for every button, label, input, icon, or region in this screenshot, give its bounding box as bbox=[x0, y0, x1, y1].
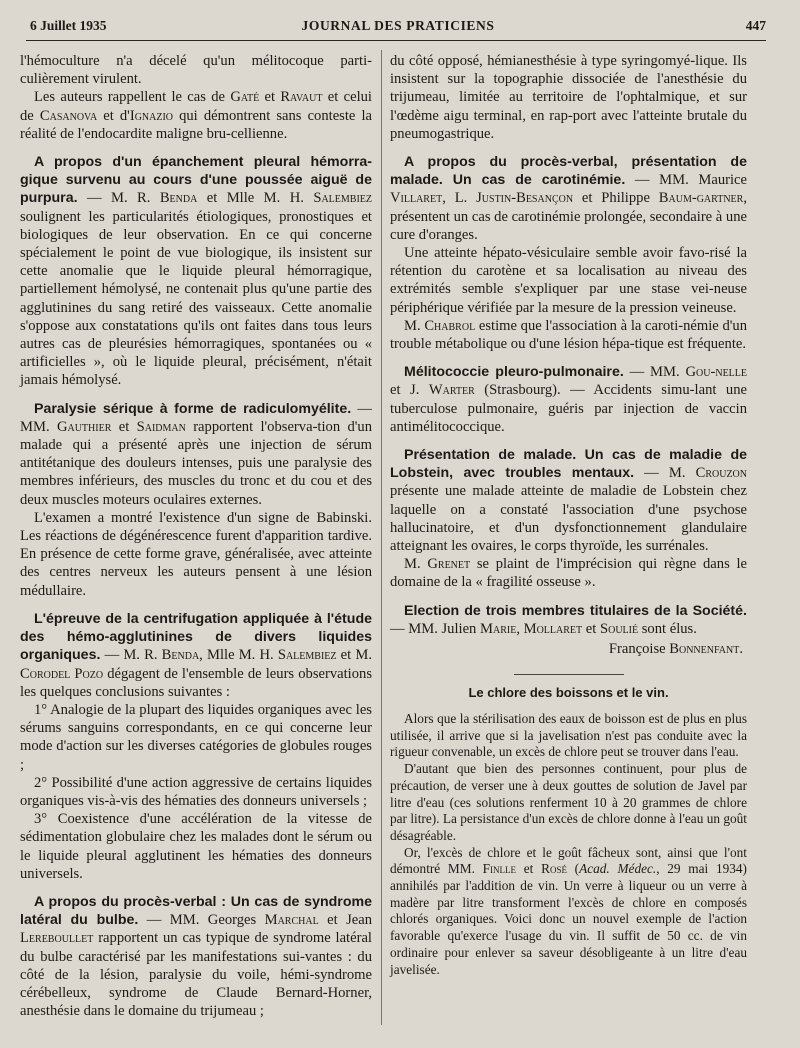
article-title: L'épreuve de la centrifugation appliquée à l'étude des hémo-agglutinines de divers liquides organiques. bbox=[20, 610, 372, 664]
issue-date: 6 Juillet 1935 bbox=[30, 18, 107, 33]
article-paralysie: Paralysie sérique à forme de radiculomyélite. — MM. Gauthier et Saidman rapportent l'observa-tion d'un malade qui a présenté après une injection de sérum antitétanique des douleurs intenses, puis une paralysie des membres inférieurs, des muscles du tronc et du cou et des deux muscles moteurs oculaires externes. bbox=[20, 400, 372, 508]
article-title: Présentation de malade. Un cas de maladie de Lobstein, avec troubles mentaux. bbox=[390, 447, 747, 482]
boxed-note bbox=[390, 685, 747, 978]
column-divider bbox=[381, 50, 382, 1025]
article-election: Election de trois membres titulaires de la Société. — MM. Julien Marie, Mollaret et Soulié sont élus. bbox=[390, 602, 747, 637]
paragraph: l'hémoculture n'a décelé qu'un mélitocoque parti-culièrement virulent. bbox=[20, 53, 372, 88]
paragraph: M. Chabrol estime que l'association à la caroti-némie d'un trouble métabolique ou d'une lésion hépa-tique est fréquente. bbox=[390, 317, 747, 353]
author-signature: Françoise Bonnenfant. bbox=[608, 641, 743, 658]
article-bulbe: A propos du procès-verbal : Un cas de syndrome latéral du bulbe. — MM. Georges Marchal et Jean Lereboullet rapportent un cas typique de syndrome latéral du bulbe caractérisé par les manifestations sui-vantes : du côté de la lésion, paralysie du voile, hémi-syndrome cérébelleux, syndrome de Claude Bernard-Horner, anesthésie dans le domaine du trijumeau ; bbox=[20, 893, 372, 1020]
article-title: Mélitococcie pleuro-pulmonaire. bbox=[404, 364, 624, 381]
section-rule bbox=[514, 674, 624, 675]
header-rule bbox=[26, 40, 766, 41]
paragraph: du côté opposé, hémianesthésie à type syringomyé-lique. Ils insistent sur la topographie dissociée de l'anesthésie du trijumeau, limitée au territoire de l'ophtalmique, et sur l'œdème aigu terminal, en rap-port avec l'atteinte brutale du pneumogastrique. bbox=[390, 53, 747, 142]
conclusion-item: 3° Coexistence d'une accélération de la vitesse de sédimentation globulaire chez les malades dont le sérum ou le liquide pleural agglutinent les hématies des donneurs universels. bbox=[20, 811, 372, 882]
right-column bbox=[390, 52, 747, 978]
conclusion-item: 1° Analogie de la plupart des liquides organiques avec les sérums sanguins correspondants, en ce qui concerne leur mode d'action sur les diverses catégories de globules rouges ; bbox=[20, 701, 372, 773]
running-head bbox=[30, 16, 766, 38]
paragraph: Alors que la stérilisation des eaux de boisson est de plus en plus utilisée, il arrive que si la javelisation n'est pas conduite avec la rigueur convenable, un excès de chlore peut se trouver dans l'eau. bbox=[390, 711, 747, 760]
article-title: Paralysie sérique à forme de radiculomyélite. bbox=[34, 400, 352, 417]
paragraph: L'examen a montré l'existence d'un signe de Babinski. Les réactions de dégénérescence furent d'apparition tardive. En présence de cette forme grave, généralisée, avec atteinte des centres nerveux les auteurs pensent à une lésion médullaire. bbox=[20, 509, 372, 599]
paragraph: D'autant que bien des personnes continuent, pour plus de précaution, de verser une à deux gouttes de solution de Javel par litre d'eau (ces solutions renferment 10 à 20 grammes de chlore par litre). La persistance d'un excès de chlore donne à l'eau un goût désagréable. bbox=[390, 761, 747, 843]
article-lobstein: Présentation de malade. Un cas de maladie de Lobstein, avec troubles mentaux. — M. Crouzon présente une malade atteinte de maladie de Lobstein chez laquelle on a constaté l'association d'une psychose hallucinatoire, et d'un dysfonctionnement glandulaire atteignant les ovaires, le corps thyroïde, les surrénales. bbox=[390, 447, 747, 555]
article-pleural: A propos d'un épanchement pleural hémorra-gique survenu au cours d'une poussée aiguë de purpura. — M. R. Benda et Mlle M. H. Salembiez soulignent les particularités étiologiques, pronostiques et biologiques de leur observation. En ce qui concerne spécialement le point de vue biologique, ils insistent sur cette anomalie que le liquide pleural hémorragique, partiellement hémolysé, ne contenait plus qu'une partie des agglutinines du sang retiré des vaisseaux. Cette anomalie s'oppose aux constatations qu'ils ont faites dans tous leurs autres cas de pleurésies hémorragiques, spontanées ou « artificielles », où le liquide pleural, précisément, n'était jamais hémolysé. bbox=[20, 154, 372, 389]
article-title: A propos du procès-verbal : Un cas de syndrome latéral du bulbe. bbox=[20, 893, 372, 929]
article-title: Election de trois membres titulaires de la Société. bbox=[404, 602, 747, 619]
article-centrifugation: L'épreuve de la centrifugation appliquée à l'étude des hémo-agglutinines de divers liquides organiques. — M. R. Benda, Mlle M. H. Salembiez et M. Corodel Pozo dégagent de l'ensemble de leurs observations les quelques conclusions suivantes : bbox=[20, 610, 373, 700]
article-title: A propos du procès-verbal, présentation de malade. Un cas de carotinémie. bbox=[390, 154, 747, 189]
paragraph: Or, l'excès de chlore et le goût fâcheux sont, ainsi que l'ont démontré MM. Finlle et Rosé (Acad. Médec., 29 mai 1934) annihilés par l'addition de vin. Un verre à liqueur ou un verre à madère par litre transforment l'excès de chlore en composés chlorés organiques. Voici donc un nouvel exemple de l'action favorable qu'exerce l'usage du vin. Il suffit de 50 cc. de vin ordinaire pour enlever sa saveur désobligeante à un litre d'eau javelisée. bbox=[390, 844, 747, 977]
article-melitococcie: Mélitococcie pleuro-pulmonaire. — MM. Gou-nelle et J. Warter (Strasbourg). — Accidents simu-lant une tuberculose pulmonaire, guéris par injection de vaccin antimélitococcique. bbox=[390, 364, 747, 435]
page-number: 447 bbox=[745, 18, 766, 33]
paragraph: Les auteurs rappellent le cas de Gaté et Ravaut et celui de Casanova et d'Ignazio qui démontrent sans conteste la réalité de l'endocardite maligne bru-cellienne. bbox=[20, 89, 372, 142]
conclusion-item: 2° Possibilité d'une action aggressive de certains liquides organiques vis-à-vis des hématies des donneurs universels ; bbox=[20, 774, 372, 809]
paragraph: Une atteinte hépato-vésiculaire semble avoir favo-risé la rétention du carotène et sa localisation au niveau des extrémités semble s'expliquer par une stase vei-neuse périphérique vérifiée par la mesure de la pression veineuse. bbox=[390, 245, 747, 316]
article-carotinemie: A propos du procès-verbal, présentation de malade. Un cas de carotinémie. — MM. Maurice Villaret, L. Justin-Besançon et Philippe Baum-gartner, présentent un cas de carotinémie prolongée, secondaire à une cure d'oranges. bbox=[390, 154, 748, 243]
journal-title: JOURNAL DES PRATICIENS bbox=[301, 18, 495, 33]
note-title: Le chlore des boissons et le vin. bbox=[468, 685, 669, 701]
article-title: A propos d'un épanchement pleural hémorra-gique survenu au cours d'une poussée aiguë de purpura. bbox=[20, 154, 372, 207]
left-column bbox=[20, 52, 372, 1020]
paragraph: M. Grenet se plaint de l'imprécision qui règne dans le domaine de la « fragilité osseuse ». bbox=[390, 556, 747, 591]
